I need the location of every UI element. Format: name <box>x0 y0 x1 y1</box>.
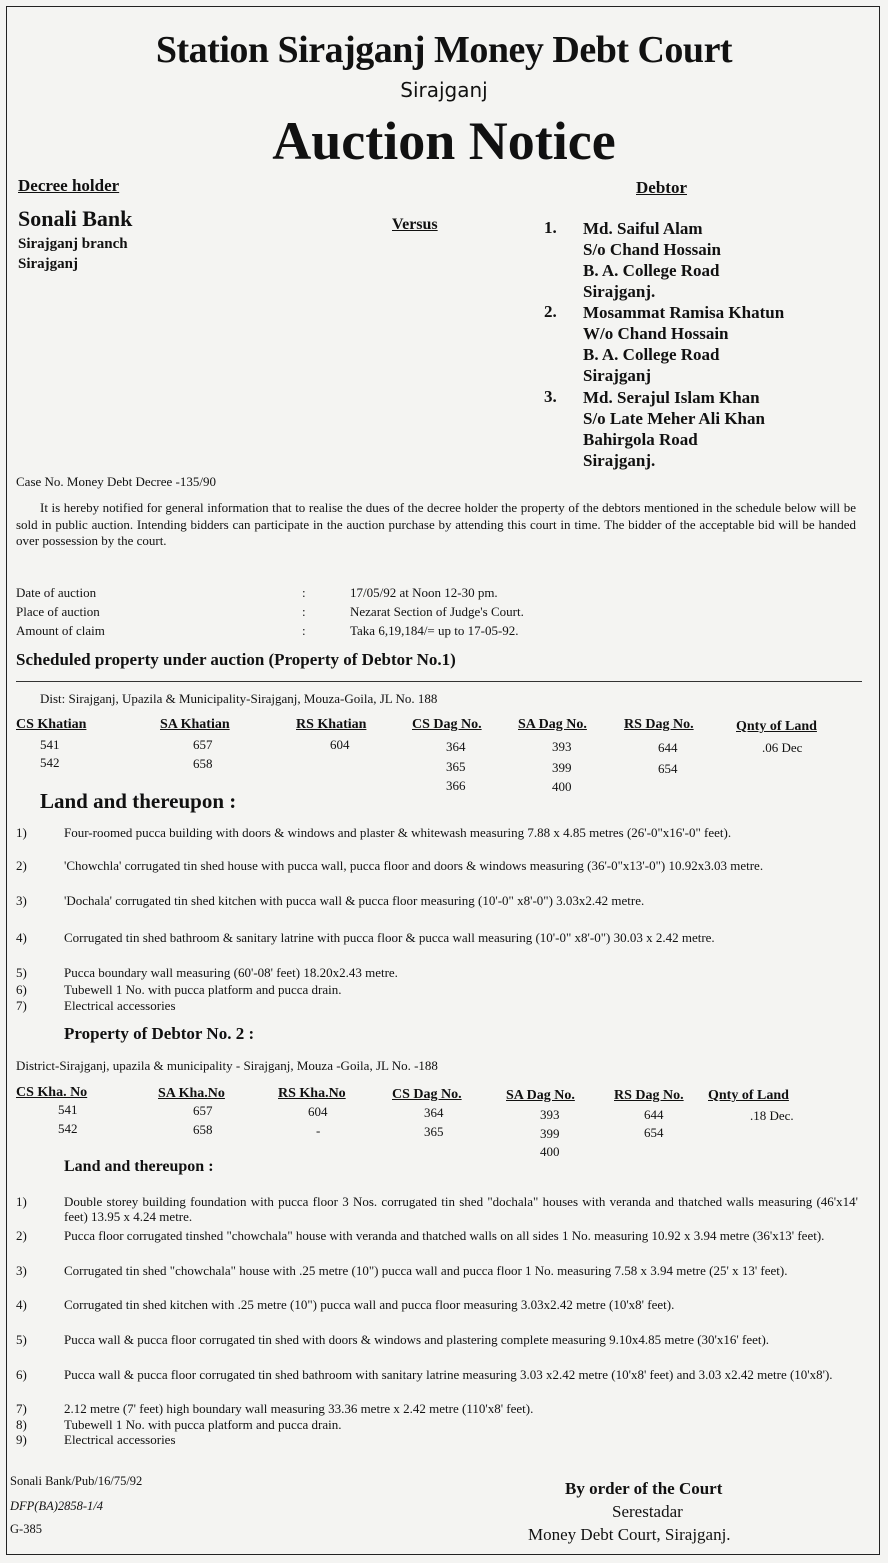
signatory-court: Money Debt Court, Sirajganj. <box>528 1525 731 1544</box>
debtor-3-city: Sirajganj. <box>583 451 656 470</box>
signatory-title: Serestadar <box>612 1502 683 1521</box>
debtor-2-parent: W/o Chand Hossain <box>583 324 729 343</box>
debtor-3-road: Bahirgola Road <box>583 430 698 449</box>
debtor-2-city: Sirajganj <box>583 366 651 385</box>
col-header: Qnty of Land <box>708 1088 789 1103</box>
debtor-2-road: B. A. College Road <box>583 345 720 364</box>
item-number: 5) <box>16 965 27 980</box>
item-number: 9) <box>16 1432 27 1447</box>
item-text: Four-roomed pucca building with doors & windows and plaster & whitewash measuring 7.88 x 4.85 metres (26'-0"x16'-0" feet). <box>64 825 732 840</box>
footer-ref: G-385 <box>10 1522 42 1536</box>
item-text: Double storey building foundation with pucca floor 3 Nos. corrugated tin shed "dochala" houses with veranda and thatched walls measuring (46'x14' feet) 13.95 x 4.24 metre. <box>64 1194 858 1224</box>
item-number: 5) <box>16 1332 27 1347</box>
col-header: CS Kha. No <box>16 1085 88 1100</box>
col-header: SA Khatian <box>160 717 230 732</box>
detail-label-date: Date of auction <box>16 585 97 600</box>
table-cell: 365 <box>446 759 466 774</box>
debtor-1-road: B. A. College Road <box>583 261 720 280</box>
divider <box>16 681 862 682</box>
footer-ref: DFP(BA)2858-1/4 <box>10 1499 104 1513</box>
holder-name: Sonali Bank <box>18 206 133 231</box>
table-cell: 658 <box>193 756 213 771</box>
table-cell: 364 <box>446 739 466 754</box>
detail-label-claim: Amount of claim <box>16 623 105 638</box>
col-header: CS Dag No. <box>412 717 482 732</box>
table-cell: 542 <box>40 755 60 770</box>
notice-border <box>6 6 880 1555</box>
item-number: 2) <box>16 858 27 873</box>
debtor-1-city: Sirajganj. <box>583 282 656 301</box>
col-header: SA Dag No. <box>518 717 587 732</box>
item-number: 3) <box>16 1263 27 1278</box>
debtor-2-name: Mosammat Ramisa Khatun <box>583 303 785 322</box>
table-cell: 400 <box>552 779 572 794</box>
item-text: Pucca wall & pucca floor corrugated tin shed bathroom with sanitary latrine measuring 3.03 x2.42 metre (10'x8' feet) and 3.03 x2.42 metre (10'x8'). <box>64 1367 833 1382</box>
item-number: 3) <box>16 893 27 908</box>
col-header: Qnty of Land <box>736 719 817 734</box>
item-text: 'Chowchla' corrugated tin shed house with pucca wall, pucca floor and doors & windows measuring (36'-0"x13'-0") 10.92x3.03 metre. <box>64 858 764 873</box>
intro-paragraph: It is hereby notified for general information that to realise the dues of the decree holder the property of the debtors mentioned in the schedule below will be sold in public auction. Intending bidders can participate in the auction purchase by attending this court in time. The bidder of the acceptable bid will be handed over possession by the court. <box>16 500 856 548</box>
item-number: 7) <box>16 1401 27 1416</box>
col-header: SA Kha.No <box>158 1086 225 1101</box>
table-cell: 365 <box>424 1124 444 1139</box>
item-number: 8) <box>16 1417 27 1432</box>
table-cell: 644 <box>644 1107 664 1122</box>
debtor1-district: Dist: Sirajganj, Upazila & Municipality-Sirajganj, Mouza-Goila, JL No. 188 <box>40 691 438 706</box>
col-header: CS Dag No. <box>392 1087 462 1102</box>
item-text: Corrugated tin shed bathroom & sanitary latrine with pucca floor & pucca wall measuring (10'-0" x8'-0") 30.03 x 2.42 metre. <box>64 930 715 945</box>
item-number: 1) <box>16 825 27 840</box>
item-number: 6) <box>16 1367 27 1382</box>
debtor-1-name: Md. Saiful Alam <box>583 219 703 238</box>
item-text: Electrical accessories <box>64 998 176 1013</box>
land-heading: Land and thereupon : <box>64 1158 214 1175</box>
table-cell: 657 <box>193 737 213 752</box>
debtor-number: 2. <box>544 302 557 321</box>
table-cell: .06 Dec <box>762 740 803 755</box>
debtor2-district: District-Sirajganj, upazila & municipality - Sirajganj, Mouza -Goila, JL No. -188 <box>16 1058 438 1073</box>
debtor-number: 3. <box>544 387 557 406</box>
detail-label-place: Place of auction <box>16 604 100 619</box>
holder-city: Sirajganj <box>18 256 78 272</box>
debtor1-heading: Scheduled property under auction (Property of Debtor No.1) <box>16 650 456 669</box>
item-text: Corrugated tin shed "chowchala" house with .25 metre (10") pucca wall and pucca floor 1 No. measuring 7.58 x 3.94 metre (25' x 13' feet). <box>64 1263 788 1278</box>
item-number: 4) <box>16 930 27 945</box>
detail-sep: : <box>302 623 306 638</box>
table-cell: .18 Dec. <box>750 1108 794 1123</box>
item-number: 6) <box>16 982 27 997</box>
notice-title: Auction Notice <box>272 111 616 171</box>
col-header: RS Khatian <box>296 717 367 732</box>
versus-label: Versus <box>392 216 438 233</box>
item-number: 7) <box>16 998 27 1013</box>
land-heading: Land and thereupon : <box>40 789 237 813</box>
item-text: Pucca wall & pucca floor corrugated tin shed with doors & windows and plastering complete measuring 9.10x4.85 metre (30'x16' feet). <box>64 1332 770 1347</box>
table-cell: 399 <box>552 760 572 775</box>
court-city: Sirajganj <box>400 78 488 102</box>
detail-value-date: 17/05/92 at Noon 12-30 pm. <box>350 585 498 600</box>
detail-sep: : <box>302 604 306 619</box>
col-header: RS Dag No. <box>624 717 694 732</box>
item-text: 'Dochala' corrugated tin shed kitchen with pucca wall & pucca floor measuring (10'-0" x8'-0") 3.03x2.42 metre. <box>64 893 645 908</box>
col-header: CS Khatian <box>16 717 87 732</box>
holder-branch: Sirajganj branch <box>18 236 128 252</box>
table-cell: 393 <box>552 739 572 754</box>
table-cell: 657 <box>193 1103 213 1118</box>
table-cell: 399 <box>540 1126 560 1141</box>
item-number: 4) <box>16 1297 27 1312</box>
table-cell: 541 <box>40 737 60 752</box>
table-cell: - <box>316 1123 321 1138</box>
detail-sep: : <box>302 585 306 600</box>
case-number: Case No. Money Debt Decree -135/90 <box>16 474 216 489</box>
item-text: Tubewell 1 No. with pucca platform and pucca drain. <box>64 1417 342 1432</box>
table-cell: 542 <box>58 1121 78 1136</box>
decree-holder-label: Decree holder <box>18 176 120 195</box>
table-cell: 393 <box>540 1107 560 1122</box>
item-number: 1) <box>16 1194 27 1209</box>
col-header: RS Dag No. <box>614 1088 684 1103</box>
order-line: By order of the Court <box>565 1479 723 1498</box>
table-cell: 604 <box>330 737 350 752</box>
table-cell: 364 <box>424 1105 444 1120</box>
detail-value-place: Nezarat Section of Judge's Court. <box>350 604 524 619</box>
table-cell: 658 <box>193 1122 213 1137</box>
table-cell: 366 <box>446 778 466 793</box>
table-cell: 604 <box>308 1104 328 1119</box>
col-header: SA Dag No. <box>506 1088 575 1103</box>
footer-ref: Sonali Bank/Pub/16/75/92 <box>10 1474 143 1488</box>
table-cell: 400 <box>540 1144 560 1159</box>
debtor-3-parent: S/o Late Meher Ali Khan <box>583 409 765 428</box>
table-cell: 654 <box>644 1125 664 1140</box>
table-cell: 541 <box>58 1102 78 1117</box>
court-title: Station Sirajganj Money Debt Court <box>155 29 733 71</box>
col-header: RS Kha.No <box>278 1086 346 1101</box>
detail-value-claim: Taka 6,19,184/= up to 17-05-92. <box>350 623 519 638</box>
debtor-1-parent: S/o Chand Hossain <box>583 240 721 259</box>
item-text: 2.12 metre (7' feet) high boundary wall measuring 33.36 metre x 2.42 metre (110'x8' feet). <box>64 1401 534 1416</box>
debtor-label: Debtor <box>636 178 687 197</box>
item-number: 2) <box>16 1228 27 1243</box>
item-text: Corrugated tin shed kitchen with .25 metre (10") pucca wall and pucca floor measuring 3.03x2.42 metre (10'x8' feet). <box>64 1297 675 1312</box>
item-text: Pucca boundary wall measuring (60'-08' feet) 18.20x2.43 metre. <box>64 965 398 980</box>
item-text: Tubewell 1 No. with pucca platform and pucca drain. <box>64 982 342 997</box>
item-text: Electrical accessories <box>64 1432 176 1447</box>
debtor-number: 1. <box>544 218 557 237</box>
debtor2-heading: Property of Debtor No. 2 : <box>64 1024 255 1043</box>
table-cell: 644 <box>658 740 678 755</box>
item-text: Pucca floor corrugated tinshed "chowchala" house with veranda and thatched walls on all sides 1 No. measuring 10.92 x 3.94 metre (36'x13' feet). <box>64 1228 825 1243</box>
debtor-3-name: Md. Serajul Islam Khan <box>583 388 760 407</box>
table-cell: 654 <box>658 761 678 776</box>
